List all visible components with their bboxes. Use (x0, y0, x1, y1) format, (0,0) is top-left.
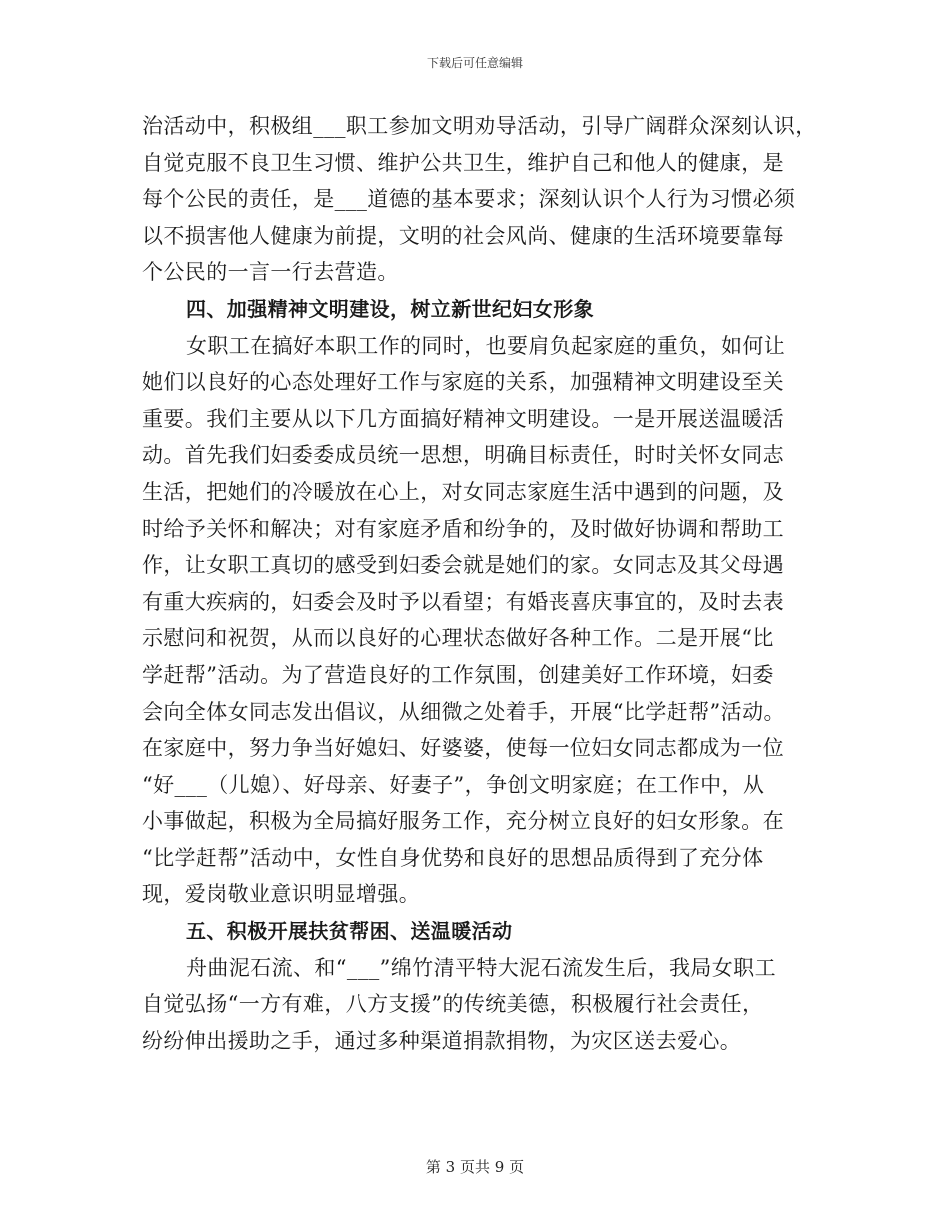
page-header: 下载后可任意编辑 (426, 56, 523, 70)
text-line: 学赶帮”活动。为了营造良好的工作氛围，创建美好工作环境，妇委 (142, 662, 774, 687)
text-line: 作，让女职工真切的感受到妇委会就是她们的家。女同志及其父母遇 (142, 553, 784, 578)
text-line: 舟曲泥石流、和“___”绵竹清平特大泥石流发生后，我局女职工 (186, 955, 776, 980)
text-line: 时给予关怀和解决；对有家庭矛盾和纷争的，及时做好协调和帮助工 (142, 516, 784, 541)
section-heading-5: 五、积极开展扶贫帮困、送温暖活动 (186, 919, 513, 944)
text-line: 她们以良好的心态处理好工作与家庭的关系，加强精神文明建设至关 (142, 370, 784, 395)
text-line: 现，爱岗敬业意识明显增强。 (142, 882, 421, 907)
text-line: 治活动中，积极组___职工参加文明劝导活动，引导广阔群众深刻认识， (142, 114, 817, 138)
paragraph-1 (142, 108, 822, 291)
text-line: 会向全体女同志发出倡议，从细微之处着手，开展“比学赶帮”活动。 (142, 699, 785, 724)
text-line: 每个公民的责任，是___道德的基本要求；深刻认识个人行为习惯必须 (142, 187, 796, 212)
paragraph-2 (142, 328, 822, 914)
text-line: “好___（儿媳）、好母亲、好妻子”，争创文明家庭；在工作中，从 (142, 772, 765, 797)
text-line: 示慰问和祝贺，从而以良好的心理状态做好各种工作。二是开展“比 (142, 626, 774, 651)
text-line: 小事做起，积极为全局搞好服务工作，充分树立良好的妇女形象。在 (142, 809, 784, 834)
text-line: 以不损害他人健康为前提，文明的社会风尚、健康的生活环境要靠每 (142, 223, 784, 248)
text-line: 有重大疾病的，妇委会及时予以看望；有婚丧喜庆事宜的，及时去表 (142, 589, 784, 614)
text-line: 重要。我们主要从以下几方面搞好精神文明建设。一是开展送温暖活 (142, 406, 784, 431)
text-line: 在家庭中，努力争当好媳妇、好婆婆，使每一位妇女同志都成为一位 (142, 736, 784, 761)
text-line: 生活，把她们的冷暖放在心上，对女同志家庭生活中遇到的问题，及 (142, 479, 784, 504)
text-line: 自觉克服不良卫生习惯、维护公共卫生，维护自己和他人的健康，是 (142, 150, 784, 175)
text-line: 动。首先我们妇委委成员统一思想，明确目标责任，时时关怀女同志 (142, 443, 784, 468)
page-footer: 第 3 页共 9 页 (425, 1158, 525, 1176)
text-line: 个公民的一言一行去营造。 (142, 260, 399, 285)
text-line: “比学赶帮”活动中，女性自身优势和良好的思想品质得到了充分体 (142, 845, 764, 870)
text-line: 女职工在搞好本职工作的同时，也要肩负起家庭的重负，如何让 (186, 333, 786, 358)
text-line: 自觉弘扬“一方有难，八方支援”的传统美德，积极履行社会责任， (142, 992, 764, 1017)
section-heading-4: 四、加强精神文明建设，树立新世纪妇女形象 (186, 296, 594, 321)
text-line: 纷纷伸出援助之手，通过多种渠道捐款捐物，为灾区送去爱心。 (142, 1028, 742, 1053)
document-body (142, 108, 822, 1059)
paragraph-3 (142, 950, 822, 1060)
